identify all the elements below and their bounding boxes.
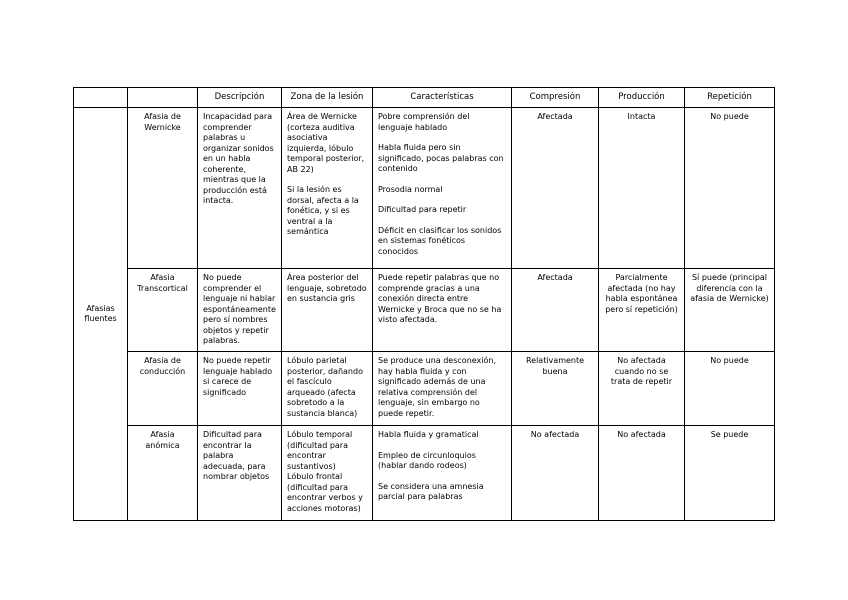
features-cell bbox=[373, 352, 512, 426]
header-row bbox=[74, 88, 775, 108]
header-compresion: Compresión bbox=[512, 88, 599, 108]
feature-paragraph: Dificultad para repetir bbox=[378, 205, 467, 214]
zone-paragraph: Si la lesión es dorsal, afecta a la fonética, y si es ventral a la semántica bbox=[287, 185, 359, 236]
zone-cell bbox=[282, 426, 373, 521]
features-cell bbox=[373, 426, 512, 521]
production-cell: Parcialmente afectada (no hay habla espontánea pero sí repetición) bbox=[599, 269, 685, 352]
table-row bbox=[74, 352, 775, 426]
feature-paragraph: Puede repetir palabras que no comprende gracias a una conexión directa entre Wernicke y Broca que no se ha visto afectada. bbox=[378, 273, 502, 324]
feature-paragraph: Prosodia normal bbox=[378, 184, 443, 194]
feature-paragraph: Pobre comprensión del lenguaje hablado bbox=[378, 112, 470, 132]
group-label: Afasias fluentes bbox=[84, 303, 117, 323]
header-repeticion: Repetición bbox=[685, 88, 775, 108]
header-zona-lesion: Zona de la lesión bbox=[282, 88, 373, 108]
table-row bbox=[74, 426, 775, 521]
aphasia-name: Afasia Transcortical bbox=[128, 269, 198, 352]
feature-paragraph: Se produce una desconexión, hay habla fluida y con significado además de una relativa comprensión del lenguaje, sin embargo no puede repetir. bbox=[378, 356, 497, 418]
zone-paragraph: Área de Wernicke (corteza auditiva asociativa izquierda, lóbulo temporal posterior, AB 22) bbox=[287, 112, 365, 174]
aphasia-name: Afasia de Wernicke bbox=[128, 108, 198, 269]
table-row bbox=[74, 108, 775, 269]
production-cell: No afectada bbox=[599, 426, 685, 521]
repetition-cell: Se puede bbox=[685, 426, 775, 521]
feature-paragraph: Habla fluida y gramatical bbox=[378, 430, 479, 439]
zone-cell bbox=[282, 108, 373, 269]
header-descripcion: Descripción bbox=[198, 88, 282, 108]
zone-paragraph: Lóbulo parietal posterior, dañando el fascículo arqueado (afecta sobretodo a la sustancia blanca) bbox=[287, 356, 363, 418]
header-empty-1 bbox=[74, 88, 128, 108]
header-produccion: Producción bbox=[599, 88, 685, 108]
feature-paragraph: Empleo de circunloquios (hablar dando rodeos) bbox=[378, 450, 476, 470]
aphasia-table bbox=[73, 87, 775, 521]
repetition-cell: No puede bbox=[685, 352, 775, 426]
zone-cell bbox=[282, 352, 373, 426]
comprehension-cell: Relativamente buena bbox=[512, 352, 599, 426]
comprehension-cell: Afectada bbox=[512, 269, 599, 352]
header-caracteristicas: Características bbox=[373, 88, 512, 108]
description-cell: Dificultad para encontrar la palabra adecuada, para nombrar objetos bbox=[198, 426, 282, 521]
zone-cell bbox=[282, 269, 373, 352]
comprehension-cell: No afectada bbox=[512, 426, 599, 521]
repetition-cell: Sí puede (principal diferencia con la afasia de Wernicke) bbox=[685, 269, 775, 352]
production-cell: Intacta bbox=[599, 108, 685, 269]
features-cell bbox=[373, 108, 512, 269]
feature-paragraph: Se considera una amnesia parcial para palabras bbox=[378, 481, 484, 501]
description-cell: No puede repetir lenguaje hablado si carece de significado bbox=[198, 352, 282, 426]
production-cell: No afectada cuando no se trata de repetir bbox=[599, 352, 685, 426]
feature-paragraph: Habla fluida pero sin significado, pocas palabras con contenido bbox=[378, 143, 504, 173]
repetition-cell: No puede bbox=[685, 108, 775, 269]
aphasia-name: Afasia anómica bbox=[128, 426, 198, 521]
description-cell: No puede comprender el lenguaje ni hablar espontáneamente pero sí nombres objetos y repetir palabras. bbox=[198, 269, 282, 352]
table-row bbox=[74, 269, 775, 352]
zone-paragraph: Lóbulo temporal (dificultad para encontrar sustantivos) bbox=[287, 430, 353, 471]
header-empty-2 bbox=[128, 88, 198, 108]
comprehension-cell: Afectada bbox=[512, 108, 599, 269]
feature-paragraph: Déficit en clasificar los sonidos en sistemas fonéticos conocidos bbox=[378, 225, 502, 256]
group-label-cell bbox=[74, 108, 128, 521]
description-cell: Incapacidad para comprender palabras u organizar sonidos en un habla coherente, mientras que la producción está intacta. bbox=[198, 108, 282, 269]
zone-paragraph: Área posterior del lenguaje, sobretodo en sustancia gris bbox=[287, 273, 367, 303]
features-cell bbox=[373, 269, 512, 352]
aphasia-name: Afasia de conducción bbox=[128, 352, 198, 426]
zone-paragraph: Lóbulo frontal (dificultad para encontrar verbos y acciones motoras) bbox=[287, 472, 363, 513]
